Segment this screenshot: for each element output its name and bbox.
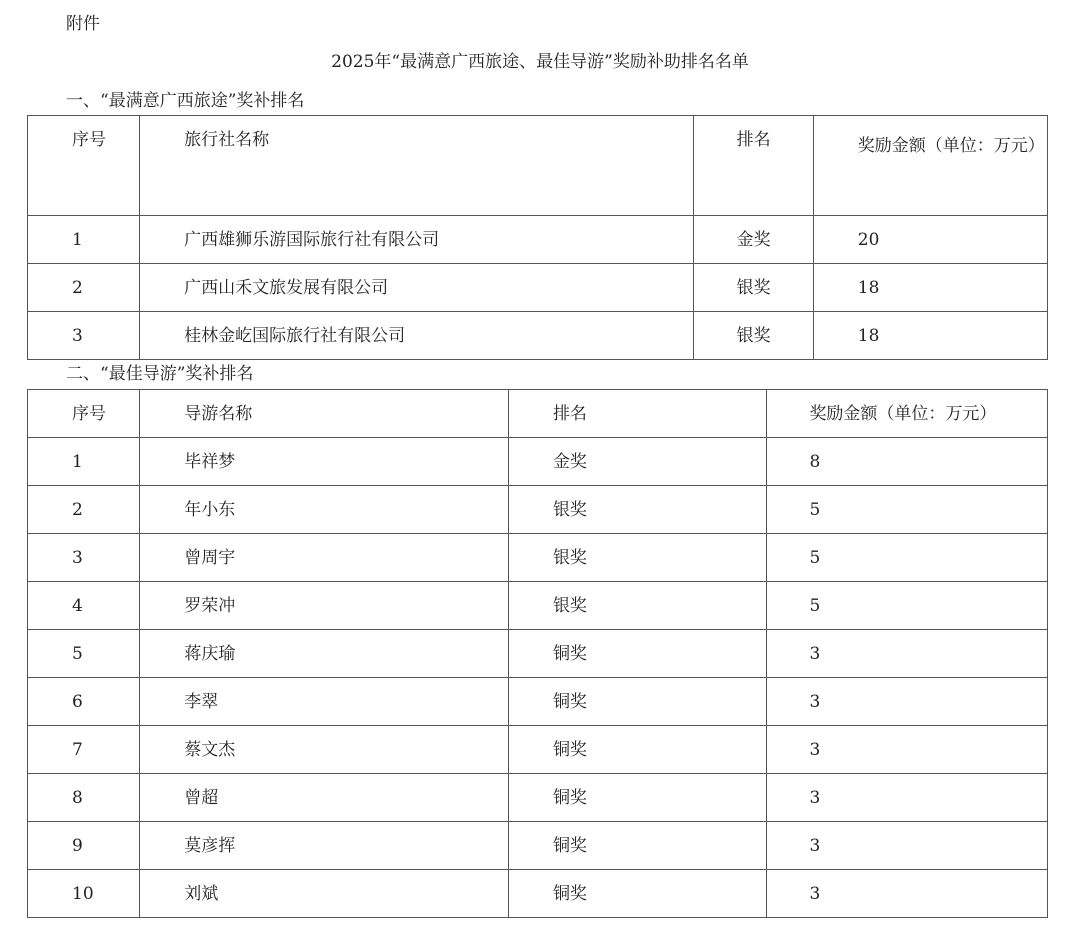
award-rank: 银奖 (693, 264, 813, 312)
table-row (28, 264, 1048, 312)
table-row (28, 312, 1048, 360)
row-index: 5 (28, 630, 140, 678)
award-amount: 5 (767, 582, 1048, 630)
award-rank: 银奖 (508, 582, 767, 630)
row-index: 10 (28, 870, 140, 918)
award-amount: 18 (813, 312, 1047, 360)
table-row (28, 216, 1048, 264)
guide-name: 曾超 (140, 774, 509, 822)
section1-heading: 一、“最满意广西旅途”奖补排名 (66, 91, 305, 111)
table-row (28, 438, 1048, 486)
award-amount: 3 (767, 870, 1048, 918)
award-amount: 20 (813, 216, 1047, 264)
award-rank: 铜奖 (508, 870, 767, 918)
award-rank: 铜奖 (508, 774, 767, 822)
award-rank: 铜奖 (508, 630, 767, 678)
agency-name: 广西雄狮乐游国际旅行社有限公司 (140, 216, 694, 264)
row-index: 9 (28, 822, 140, 870)
table-header-row (28, 390, 1048, 438)
award-rank: 银奖 (508, 534, 767, 582)
award-rank: 金奖 (508, 438, 767, 486)
award-rank: 银奖 (693, 312, 813, 360)
guide-name: 刘斌 (140, 870, 509, 918)
guide-name: 曾周宇 (140, 534, 509, 582)
award-rank: 铜奖 (508, 678, 767, 726)
guide-name: 罗荣冲 (140, 582, 509, 630)
agency-name: 广西山禾文旅发展有限公司 (140, 264, 694, 312)
row-index: 1 (28, 438, 140, 486)
award-amount: 18 (813, 264, 1047, 312)
column-header-index: 序号 (28, 116, 140, 216)
table-row (28, 726, 1048, 774)
award-amount: 3 (767, 822, 1048, 870)
table-row (28, 870, 1048, 918)
guide-name: 蒋庆瑜 (140, 630, 509, 678)
row-index: 2 (28, 486, 140, 534)
column-header-index: 序号 (28, 390, 140, 438)
section2-heading: 二、“最佳导游”奖补排名 (66, 364, 254, 384)
award-amount: 8 (767, 438, 1048, 486)
award-amount: 3 (767, 678, 1048, 726)
column-header-guide-name: 导游名称 (140, 390, 509, 438)
row-index: 2 (28, 264, 140, 312)
award-amount: 5 (767, 486, 1048, 534)
award-rank: 铜奖 (508, 822, 767, 870)
table-row (28, 534, 1048, 582)
row-index: 7 (28, 726, 140, 774)
column-header-amount (813, 116, 1047, 216)
agency-ranking-table (27, 115, 1048, 360)
guide-name: 李翠 (140, 678, 509, 726)
row-index: 3 (28, 534, 140, 582)
table-row (28, 486, 1048, 534)
column-header-agency-name: 旅行社名称 (140, 116, 694, 216)
row-index: 8 (28, 774, 140, 822)
agency-name: 桂林金屹国际旅行社有限公司 (140, 312, 694, 360)
guide-ranking-table (27, 389, 1048, 918)
award-rank: 金奖 (693, 216, 813, 264)
guide-name: 毕祥梦 (140, 438, 509, 486)
guide-name: 年小东 (140, 486, 509, 534)
column-header-rank: 排名 (693, 116, 813, 216)
award-amount: 3 (767, 726, 1048, 774)
table-row (28, 774, 1048, 822)
column-header-rank: 排名 (508, 390, 767, 438)
row-index: 3 (28, 312, 140, 360)
award-rank: 银奖 (508, 486, 767, 534)
award-rank: 铜奖 (508, 726, 767, 774)
award-amount: 3 (767, 630, 1048, 678)
award-amount: 3 (767, 774, 1048, 822)
attachment-label: 附件 (66, 14, 100, 34)
table-row (28, 822, 1048, 870)
table-row (28, 630, 1048, 678)
row-index: 4 (28, 582, 140, 630)
row-index: 6 (28, 678, 140, 726)
guide-name: 莫彦挥 (140, 822, 509, 870)
award-amount: 5 (767, 534, 1048, 582)
row-index: 1 (28, 216, 140, 264)
guide-name: 蔡文杰 (140, 726, 509, 774)
column-header-amount: 奖励金额（单位：万元） (767, 390, 1048, 438)
table-header-row (28, 116, 1048, 216)
table-row (28, 582, 1048, 630)
column-header-amount-text: 奖励金额（单位：万元） (857, 136, 1045, 156)
document-title: 2025年“最满意广西旅途、最佳导游”奖励补助排名名单 (331, 52, 749, 72)
table-row (28, 678, 1048, 726)
